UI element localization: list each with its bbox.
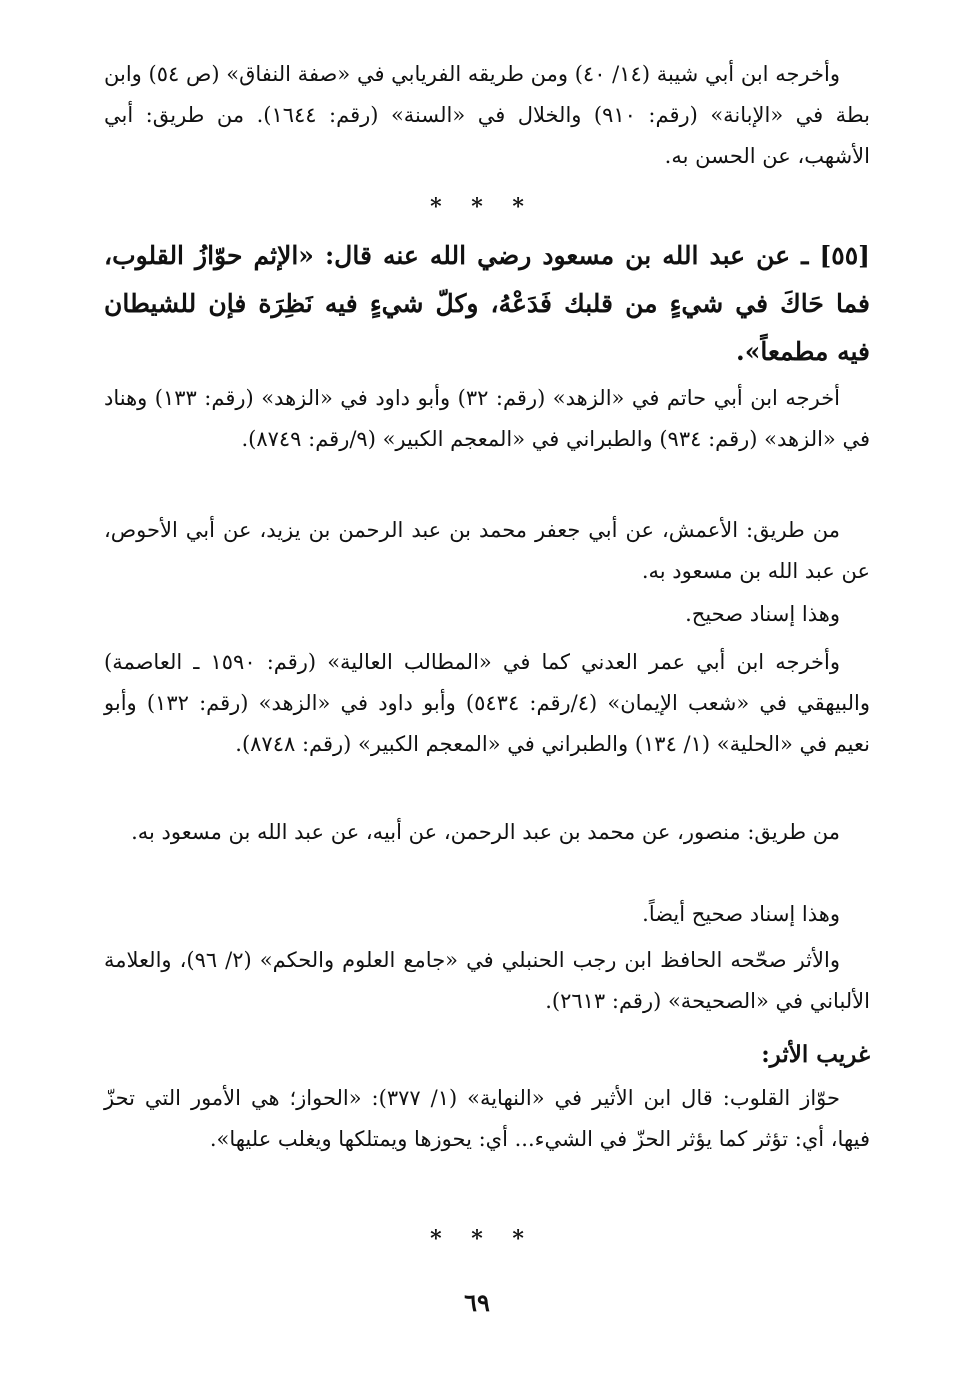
paragraph-gharib-explanation: حوّاز القلوب: قال ابن الأثير في «النهاية» (١/ ٣٧٧): «الحواز؛ هي الأمور التي تحزّ فيها، أي: تؤثر كما يؤثر الحزّ في الشيء... أي: يحوزها ويمتلكها ويغلب عليها». [104,1086,870,1151]
gharib-heading: غريب الأثر: [761,1041,870,1068]
paragraph-grading-1: وهذا إسناد صحيح. [685,602,840,626]
paragraph-takhrij-1: أخرجه ابن أبي حاتم في «الزهد» (رقم: ٣٢) وأبو داود في «الزهد» (رقم: ١٣٣) وهناد في «الزهد» (رقم: ٩٣٤) والطبراني في «المعجم الكبير» (٩/رقم: ٨٧٤٩). [104,386,870,451]
paragraph-isnad-2: من طريق: منصور، عن محمد بن عبد الرحمن، عن أبيه، عن عبد الله بن مسعود به. [131,820,840,844]
paragraph-authentication: والأثر صحّحه الحافظ ابن رجب الحنبلي في «جامع العلوم والحكم» (٢/ ٩٦)، والعلامة الألباني في «الصحيحة» (رقم: ٢٦١٣). [104,948,870,1013]
paragraph-previous-takhrij: وأخرجه ابن أبي شيبة (١٤/ ٤٠) ومن طريقه الفريابي في «صفة النفاق» (ص ٥٤) وابن بطة في «الإبانة» (رقم: ٩١٠) والخلال في «السنة» (رقم: ١٦٤٤). من طريق: أبي الأشهب، عن الحسن به. [104,62,870,168]
page-number: ٦٩ [464,1288,490,1317]
paragraph-takhrij-2: وأخرجه ابن أبي عمر العدني كما في «المطالب العالية» (رقم: ١٥٩٠ ـ العاصمة) والبيهقي في «شعب الإيمان» (٤/رقم: ٥٤٣٤) وأبو داود في «الزهد» (رقم: ١٣٢) وأبو نعيم في «الحلية» (١/ ١٣٤) والطبراني في «المعجم الكبير» (رقم: ٨٧٤٨). [104,650,870,756]
paragraph-grading-2: وهذا إسناد صحيح أيضاً. [642,902,840,926]
athar-55-heading: [٥٥] ـ عن عبد الله بن مسعود رضي الله عنه قال: «الإثم حوّازُ القلوب، فما حَاكَ في شيءٍ من قلبك فَدَعْهُ، وكلّ شيءٍ فيه نَظِرَة فإن للشيطان فيه مطمعاً». [104,241,870,366]
paragraph-isnad-1: من طريق: الأعمش، عن أبي جعفر محمد بن عبد الرحمن بن يزيد، عن أبي الأحوص، عن عبد الله بن مسعود به. [104,518,870,583]
section-separator-top: * * * [430,194,524,220]
section-separator-bottom: * * * [430,1226,524,1252]
